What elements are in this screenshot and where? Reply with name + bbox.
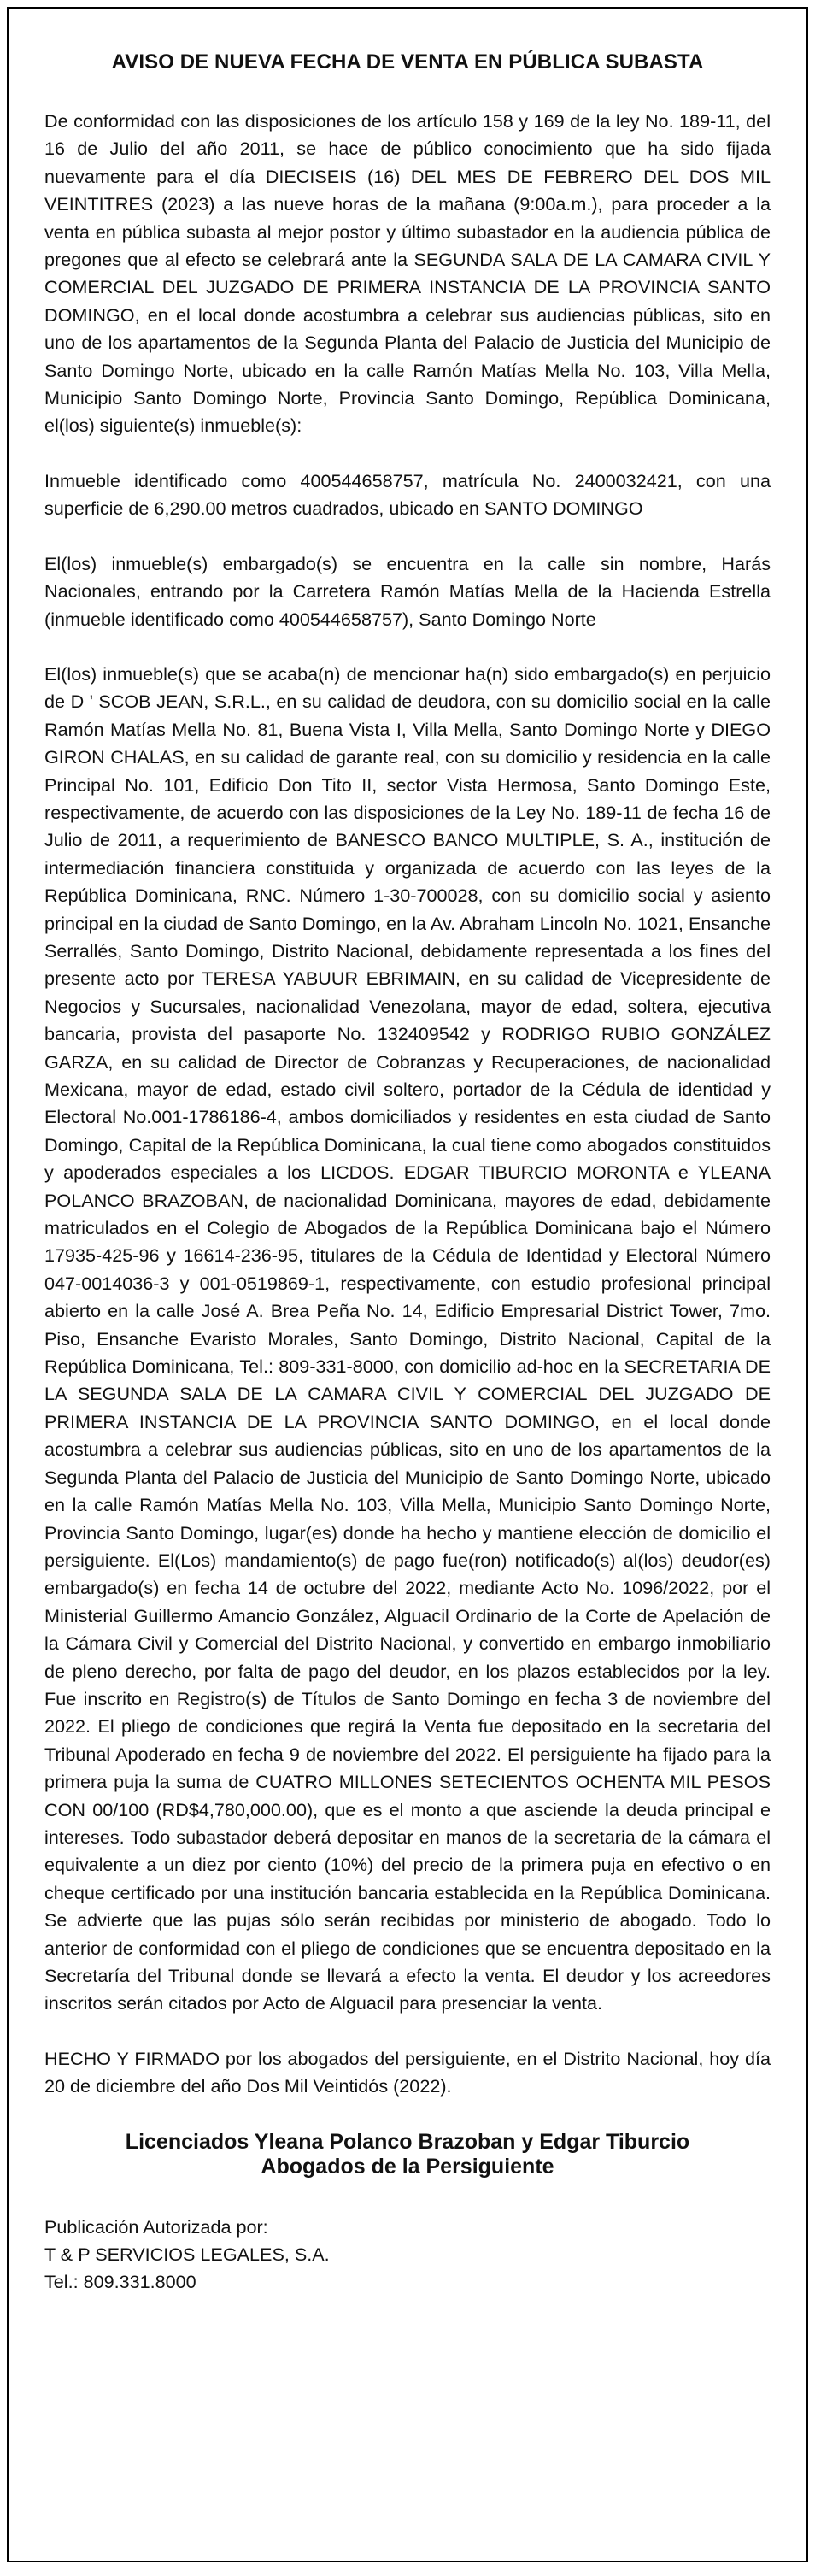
signature-role: Abogados de la Persiguiente bbox=[261, 2154, 554, 2179]
signed-paragraph: HECHO Y FIRMADO por los abogados del persiguiente, en el Distrito Nacional, hoy día 20 de diciembre del año Dos Mil Veintidós (2022). bbox=[44, 2047, 771, 2097]
notice-title: AVISO DE NUEVA FECHA DE VENTA EN PÚBLICA SUBASTA bbox=[111, 50, 704, 74]
signature-names: Licenciados Yleana Polanco Brazoban y Edgar Tiburcio bbox=[125, 2129, 690, 2154]
signature-block bbox=[44, 2130, 771, 2179]
publication-footer bbox=[44, 2214, 771, 2296]
seizure-details-paragraph: El(los) inmueble(s) que se acaba(n) de mencionar ha(n) sido embargado(s) en perjuicio de D ' SCOB JEAN, S.R.L., en su calidad de deudora, con su domicilio social en la calle Ramón Matías Mella No. 81, Buena Vista I, Villa Mella, Santo Domingo Norte y DIEGO GIRON CHALAS, en su calidad de garante real, con su domicilio y residencia en la calle Principal No. 101, Edificio Don Tito II, sector Vista Hermosa, Santo Domingo Este, respectivamente, de acuerdo con las disposiciones de la Ley No. 189-11 de fecha 16 de Julio de 2011, a requerimiento de BANESCO BANCO MULTIPLE, S. A., institución de intermediación financiera constituida y organizada de acuerdo con las leyes de la República Dominicana, RNC. Número 1-30-700028, con su domicilio social y asiento principal en la ciudad de Santo Domingo, en la Av. Abraham Lincoln No. 1021, Ensanche Serrallés, Santo Domingo, Distrito Nacional, debidamente representada a los fines del presente acto por TERESA YABUUR EBRIMAIN, en su calidad de Vicepresidente de Negocios y Sucursales, nacionalidad Venezolana, mayor de edad, soltera, ejecutiva bancaria, provista del pasaporte No. 132409542 y RODRIGO RUBIO GONZÁLEZ GARZA, en su calidad de Director de Cobranzas y Recuperaciones, de nacionalidad Mexicana, mayor de edad, estado civil soltero, portador de la Cédula de identidad y Electoral No.001-1786186-4, ambos domiciliados y residentes en esta ciudad de Santo Domingo, Capital de la República Dominicana, la cual tiene como abogados constituidos y apoderados especiales a los LICDOS. EDGAR TIBURCIO MORONTA e YLEANA POLANCO BRAZOBAN, de nacionalidad Dominicana, mayores de edad, debidamente matriculados en el Colegio de Abogados de la República Dominicana bajo el Número 17935-425-96 y 16614-236-95, titulares de la Cédula de Identidad y Electoral Número 047-0014036-3 y 001-0519869-1, respectivamente, con estudio profesional principal abierto en la calle José A. Brea Peña No. 14, Edificio Empresarial District Tower, 7mo. Piso, Ensanche Evaristo Morales, Santo Domingo, Distrito Nacional, Capital de la República Dominicana, Tel.: 809-331-8000, con domicilio ad-hoc en la SECRETARIA DE LA SEGUNDA SALA DE LA CAMARA CIVIL Y COMERCIAL DEL JUZGADO DE PRIMERA INSTANCIA DE LA PROVINCIA SANTO DOMINGO, en el local donde acostumbra a celebrar sus audiencias públicas, sito en uno de los apartamentos de la Segunda Planta del Palacio de Justicia del Municipio de Santo Domingo Norte, ubicado en la calle Ramón Matías Mella No. 103, Villa Mella, Municipio Santo Domingo Norte, Provincia Santo Domingo, lugar(es) donde ha hecho y mantiene elección de domicilio el persiguiente. El(Los) mandamiento(s) de pago fue(ron) notificado(s) al(los) deudor(es) embargado(s) en fecha 14 de octubre del 2022, mediante Acto No. 1096/2022, por el Ministerial Guillermo Amancio González, Alguacil Ordinario de la Corte de Apelación de la Cámara Civil y Comercial del Distrito Nacional, y convertido en embargo inmobiliario de pleno derecho, por falta de pago del deudor, en los plazos establecidos por la ley. Fue inscrito en Registro(s) de Títulos de Santo Domingo en fecha 3 de noviembre del 2022. El pliego de condiciones que regirá la Venta fue depositado en la secretaria del Tribunal Apoderado en fecha 9 de noviembre del 2022. El persiguiente ha fijado para la primera puja la suma de CUATRO MILLONES SETECIENTOS OCHENTA MIL PESOS CON 00/100 (RD$4,780,000.00), que es el monto a que asciende la deuda principal e intereses. Todo subastador deberá depositar en manos de la secretaria de la cámara el equivalente a un diez por ciento (10%) del precio de la primera puja en efectivo o en cheque certificado por una institución bancaria establecida en la República Dominicana. Se advierte que las pujas sólo serán recibidas por ministerio de abogado. Todo lo anterior de conformidad con el pliego de condiciones que se encuentra depositado en la Secretaría del Tribunal donde se llevará a efecto la venta. El deudor y los acreedores inscritos serán citados por Acto de Alguacil para presenciar la venta. bbox=[44, 662, 771, 2014]
legal-notice bbox=[7, 7, 808, 2562]
footer-authorized-label: Publicación Autorizada por: bbox=[44, 2215, 268, 2238]
footer-company: T & P SERVICIOS LEGALES, S.A. bbox=[44, 2243, 330, 2265]
intro-paragraph: De conformidad con las disposiciones de los artículo 158 y 169 de la ley No. 189-11, del 16 de Julio del año 2011, se hace de público conocimiento que ha sido fijada nuevamente para el día DIECISEIS (16) DEL MES DE FEBRERO DEL DOS MIL VEINTITRES (2023) a las nueve horas de la mañana (9:00a.m.), para proceder a la venta en pública subasta al mejor postor y último subastador en la audiencia pública de pregones que al efecto se celebrará ante la SEGUNDA SALA DE LA CAMARA CIVIL Y COMERCIAL DEL JUZGADO DE PRIMERA INSTANCIA DE LA PROVINCIA SANTO DOMINGO, en el local donde acostumbra a celebrar sus audiencias públicas, sito en uno de los apartamentos de la Segunda Planta del Palacio de Justicia del Municipio de Santo Domingo Norte, ubicado en la calle Ramón Matías Mella No. 103, Villa Mella, Municipio Santo Domingo Norte, Provincia Santo Domingo, República Dominicana, el(los) siguiente(s) inmueble(s): bbox=[44, 110, 771, 437]
property-location-paragraph: El(los) inmueble(s) embargado(s) se encuentra en la calle sin nombre, Harás Nacionales, entrando por la Carretera Ramón Matías Mella de la Hacienda Estrella (inmueble identificado como 400544658757), Santo Domingo Norte bbox=[44, 552, 771, 630]
footer-phone: Tel.: 809.331.8000 bbox=[44, 2270, 196, 2292]
property-id-paragraph: Inmueble identificado como 400544658757, matrícula No. 2400032421, con una superficie de 6,290.00 metros cuadrados, ubicado en SANTO DOMINGO bbox=[44, 469, 771, 520]
